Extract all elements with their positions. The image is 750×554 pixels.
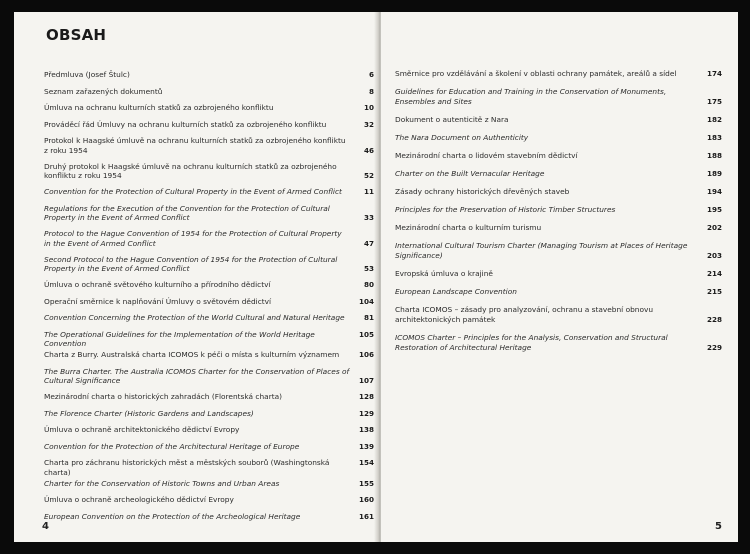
toc-entry-title: Convention Concerning the Protection of the World Cultural and Natural Heritage [44, 313, 345, 322]
page-heading: OBSAH [46, 26, 107, 44]
toc-entry-page: 229 [706, 342, 722, 352]
toc-list-right [395, 69, 722, 361]
toc-entry [44, 409, 374, 424]
toc-entry [395, 187, 722, 204]
toc-entry-title: European Landscape Convention [395, 287, 517, 296]
toc-entry [395, 333, 722, 360]
toc-entry-title: Úmluva o ochraně archeologického dědictví Evropy [44, 495, 234, 504]
toc-entry-title: Charter for the Conservation of Historic Towns and Urban Areas [44, 478, 280, 488]
toc-entry-title: Guidelines for Education and Training in the Conservation of Monuments, Ensembles and Sites [395, 87, 667, 106]
toc-entry-page: 183 [706, 133, 722, 142]
toc-entry-title: Úmluva na ochranu kulturních statků za ozbrojeného konfliktu [44, 103, 274, 112]
toc-entry-title: Convention for the Protection of Cultural Property in the Event of Armed Conflict [44, 187, 342, 196]
toc-entry [44, 255, 374, 279]
toc-entry-title: The Nara Document on Authenticity [395, 133, 529, 142]
toc-entry-title: Prováděcí řád Úmluvy na ochranu kulturních statků za ozbrojeného konfliktu [44, 119, 327, 129]
toc-entry-page: 106 [358, 350, 374, 359]
toc-entry [395, 151, 722, 168]
toc-entry-page: 129 [358, 408, 374, 418]
toc-entry [44, 162, 374, 186]
toc-entry [44, 229, 374, 253]
toc-entry [44, 512, 374, 527]
toc-entry [44, 495, 374, 510]
toc-entry [44, 425, 374, 440]
toc-entry-page: 214 [706, 269, 722, 278]
toc-entry-title: The Operational Guidelines for the Implementation of the World Heritage Convention [44, 329, 315, 348]
toc-entry [44, 392, 374, 407]
toc-entry-page: 202 [706, 223, 722, 232]
toc-entry-page: 182 [706, 115, 722, 124]
toc-entry-title: Seznam zařazených dokumentů [44, 86, 163, 96]
toc-entry [44, 204, 374, 228]
toc-entry-page: 81 [363, 313, 374, 322]
toc-entry-title: Charta pro záchranu historických měst a městských souborů (Washingtonská charta) [44, 458, 330, 477]
toc-entry-title: Charter on the Built Vernacular Heritage [395, 169, 545, 178]
toc-entry-page: 174 [706, 69, 722, 78]
toc-entry [395, 269, 722, 286]
toc-entry-title: Charta z Burry. Australská charta ICOMOS k péči o místa s kulturním významem [44, 350, 340, 359]
toc-entry-page: 11 [363, 187, 374, 196]
toc-entry-title: Druhý protokol k Haagské úmluvě na ochranu kulturních statků za ozbrojeného konfliktu z roku 1954 [44, 161, 337, 180]
toc-entry-title: Mezinárodní charta o kulturním turismu [395, 223, 542, 232]
toc-entry-page: 139 [358, 441, 374, 451]
toc-entry [44, 297, 374, 312]
toc-entry-page: 8 [368, 86, 374, 96]
toc-entry-page: 105 [358, 329, 374, 339]
toc-entry [44, 313, 374, 328]
toc-entry [44, 330, 374, 349]
toc-entry [44, 70, 374, 85]
toc-entry-page: 104 [358, 296, 374, 306]
toc-entry-page: 215 [706, 287, 722, 296]
toc-entry-title: Operační směrnice k naplňování Úmluvy o světovém dědictví [44, 296, 272, 306]
toc-entry [395, 87, 722, 114]
toc-entry-page: 53 [363, 264, 374, 273]
toc-entry-page: 189 [706, 169, 722, 178]
page-number-left: 4 [42, 521, 49, 532]
toc-entry [395, 241, 722, 268]
toc-entry-page: 46 [363, 145, 374, 155]
page-number-right: 5 [715, 521, 722, 532]
toc-entry-page: 203 [706, 250, 722, 260]
toc-entry-page: 195 [706, 205, 722, 214]
toc-entry-title: ICOMOS Charter – Principles for the Analysis, Conservation and Structural Restoration of Architectural Heritage [395, 333, 668, 352]
toc-entry [395, 115, 722, 132]
toc-entry-title: European Convention on the Protection of the Archeological Heritage [44, 511, 301, 521]
toc-entry-page: 228 [706, 314, 722, 324]
toc-entry-page: 175 [706, 96, 722, 106]
toc-entry-title: Úmluva o ochraně světového kulturního a přírodního dědictví [44, 280, 271, 289]
toc-entry [395, 305, 722, 332]
toc-entry-page: 52 [363, 171, 374, 180]
toc-entry-title: Protokol k Haagské úmluvě na ochranu kulturních statků za ozbrojeného konfliktu z roku 1954 [44, 136, 346, 155]
toc-entry-page: 6 [368, 70, 374, 79]
toc-entry [44, 350, 374, 365]
toc-entry-page: 154 [358, 458, 374, 467]
toc-entry-title: International Cultural Tourism Charter (Managing Tourism at Places of Heritage Significance) [395, 241, 688, 260]
toc-entry-title: Charta ICOMOS – zásady pro analyzování, ochranu a stavební obnovu architektonických památek [395, 305, 654, 324]
toc-entry [44, 87, 374, 102]
toc-entry [44, 367, 374, 391]
toc-entry [44, 120, 374, 135]
toc-entry [395, 69, 722, 86]
toc-entry-page: 128 [358, 392, 374, 401]
toc-entry [44, 280, 374, 295]
toc-entry-page: 194 [706, 187, 722, 196]
toc-entry-title: Směrnice pro vzdělávání a školení v oblasti ochrany památek, areálů a sídel [395, 69, 677, 78]
toc-entry-title: The Florence Charter (Historic Gardens and Landscapes) [44, 408, 254, 418]
toc-entry-page: 47 [363, 238, 374, 248]
toc-entry-title: Regulations for the Execution of the Convention for the Protection of Cultural Property in the Event of Armed Conflict [44, 203, 330, 222]
toc-entry-title: The Burra Charter. The Australia ICOMOS Charter for the Conservation of Places of Cultural Significance [44, 366, 350, 385]
left-page [14, 12, 378, 542]
toc-entry-page: 188 [706, 151, 722, 160]
toc-entry-title: Zásady ochrany historických dřevěných staveb [395, 187, 570, 196]
toc-entry-title: Dokument o autenticitě z Nara [395, 115, 509, 124]
toc-entry-page: 155 [358, 478, 374, 488]
toc-entry [395, 205, 722, 222]
toc-entry-page: 80 [363, 280, 374, 289]
right-page [381, 12, 738, 542]
toc-entry [44, 103, 374, 118]
toc-entry-title: Předmluva (Josef Štulc) [44, 70, 130, 79]
toc-entry-title: Úmluva o ochraně architektonického dědictví Evropy [44, 425, 240, 434]
toc-entry-page: 161 [358, 511, 374, 521]
toc-entry-page: 10 [363, 103, 374, 112]
toc-entry [395, 287, 722, 304]
toc-entry [44, 479, 374, 494]
toc-entry-title: Mezinárodní charta o lidovém stavebním dědictví [395, 151, 578, 160]
toc-entry-page: 107 [358, 376, 374, 385]
toc-entry [44, 187, 374, 202]
toc-entry [44, 458, 374, 477]
toc-entry-page: 33 [363, 213, 374, 222]
toc-entry-title: Convention for the Protection of the Architectural Heritage of Europe [44, 441, 300, 451]
toc-list-left [44, 70, 374, 528]
toc-entry-title: Mezinárodní charta o historických zahradách (Florentská charta) [44, 392, 283, 401]
toc-entry [395, 169, 722, 186]
toc-entry [395, 133, 722, 150]
toc-entry-title: Principles for the Preservation of Historic Timber Structures [395, 205, 616, 214]
toc-entry-title: Second Protocol to the Hague Convention of 1954 for the Protection of Cultural Property in the Event of Armed Conflict [44, 254, 338, 273]
toc-entry-title: Protocol to the Hague Convention of 1954 for the Protection of Cultural Property in the Event of Armed Conflict [44, 229, 342, 248]
toc-entry [395, 223, 722, 240]
toc-entry-page: 32 [363, 119, 374, 129]
toc-entry [44, 136, 374, 160]
toc-entry-title: Evropská úmluva o krajině [395, 269, 493, 278]
toc-entry [44, 442, 374, 457]
toc-entry-page: 138 [358, 425, 374, 434]
toc-entry-page: 160 [358, 495, 374, 504]
